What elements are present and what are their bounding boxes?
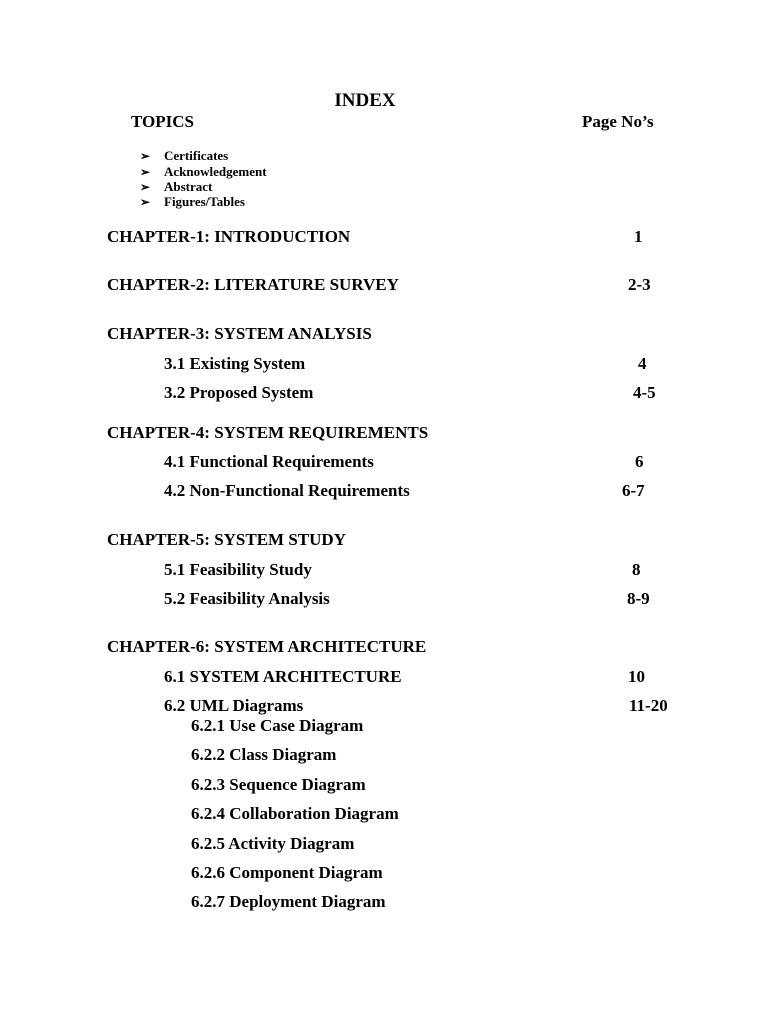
page-number: 4 — [638, 354, 647, 373]
chapter-heading: CHAPTER-1: INTRODUCTION — [107, 227, 351, 246]
section-entry: 5.1 Feasibility Study — [164, 560, 312, 579]
page-number: 6-7 — [622, 481, 645, 500]
subsection-entry: 6.2.7 Deployment Diagram — [191, 892, 386, 911]
section-entry: 3.1 Existing System — [164, 354, 306, 373]
list-item: ➢ Figures/Tables — [140, 194, 245, 209]
page-number: 1 — [634, 227, 643, 246]
page-number: 4-5 — [633, 383, 656, 402]
section-entry: 3.2 Proposed System — [164, 383, 314, 402]
list-item: ➢ Abstract — [140, 179, 213, 194]
chapter-heading: CHAPTER-3: SYSTEM ANALYSIS — [107, 324, 372, 343]
arrow-bullet-icon: ➢ — [140, 165, 151, 179]
arrow-bullet-icon: ➢ — [140, 180, 151, 194]
chapter-heading: CHAPTER-6: SYSTEM ARCHITECTURE — [107, 637, 427, 656]
chapter-heading: CHAPTER-2: LITERATURE SURVEY — [107, 275, 399, 294]
subsection-entry: 6.2.5 Activity Diagram — [191, 834, 355, 853]
chapter-heading: CHAPTER-5: SYSTEM STUDY — [107, 530, 346, 549]
page-number: 6 — [635, 452, 644, 471]
subsection-entry: 6.2.3 Sequence Diagram — [191, 775, 366, 794]
page-number: 2-3 — [628, 275, 651, 294]
page-title: INDEX — [334, 90, 396, 111]
subsection-entry: 6.2.2 Class Diagram — [191, 745, 337, 764]
subsection-entry: 6.2.6 Component Diagram — [191, 863, 383, 882]
section-entry: 4.2 Non-Functional Requirements — [164, 481, 410, 500]
list-item: ➢ Certificates — [140, 148, 229, 163]
arrow-bullet-icon: ➢ — [140, 195, 151, 209]
topics-header: TOPICS — [131, 112, 194, 131]
page-number: 10 — [628, 667, 645, 686]
page-number: 8 — [632, 560, 641, 579]
page-nos-header: Page No’s — [582, 112, 654, 131]
section-entry: 6.2 UML Diagrams — [164, 696, 304, 715]
section-entry: 5.2 Feasibility Analysis — [164, 589, 330, 608]
subsection-entry: 6.2.4 Collaboration Diagram — [191, 804, 399, 823]
page-number: 11-20 — [629, 696, 668, 715]
section-entry: 4.1 Functional Requirements — [164, 452, 374, 471]
section-entry: 6.1 SYSTEM ARCHITECTURE — [164, 667, 402, 686]
subsection-entry: 6.2.1 Use Case Diagram — [191, 716, 364, 735]
arrow-bullet-icon: ➢ — [140, 149, 151, 163]
list-item: ➢ Acknowledgement — [140, 164, 267, 179]
chapter-heading: CHAPTER-4: SYSTEM REQUIREMENTS — [107, 423, 429, 442]
page-number: 8-9 — [627, 589, 650, 608]
